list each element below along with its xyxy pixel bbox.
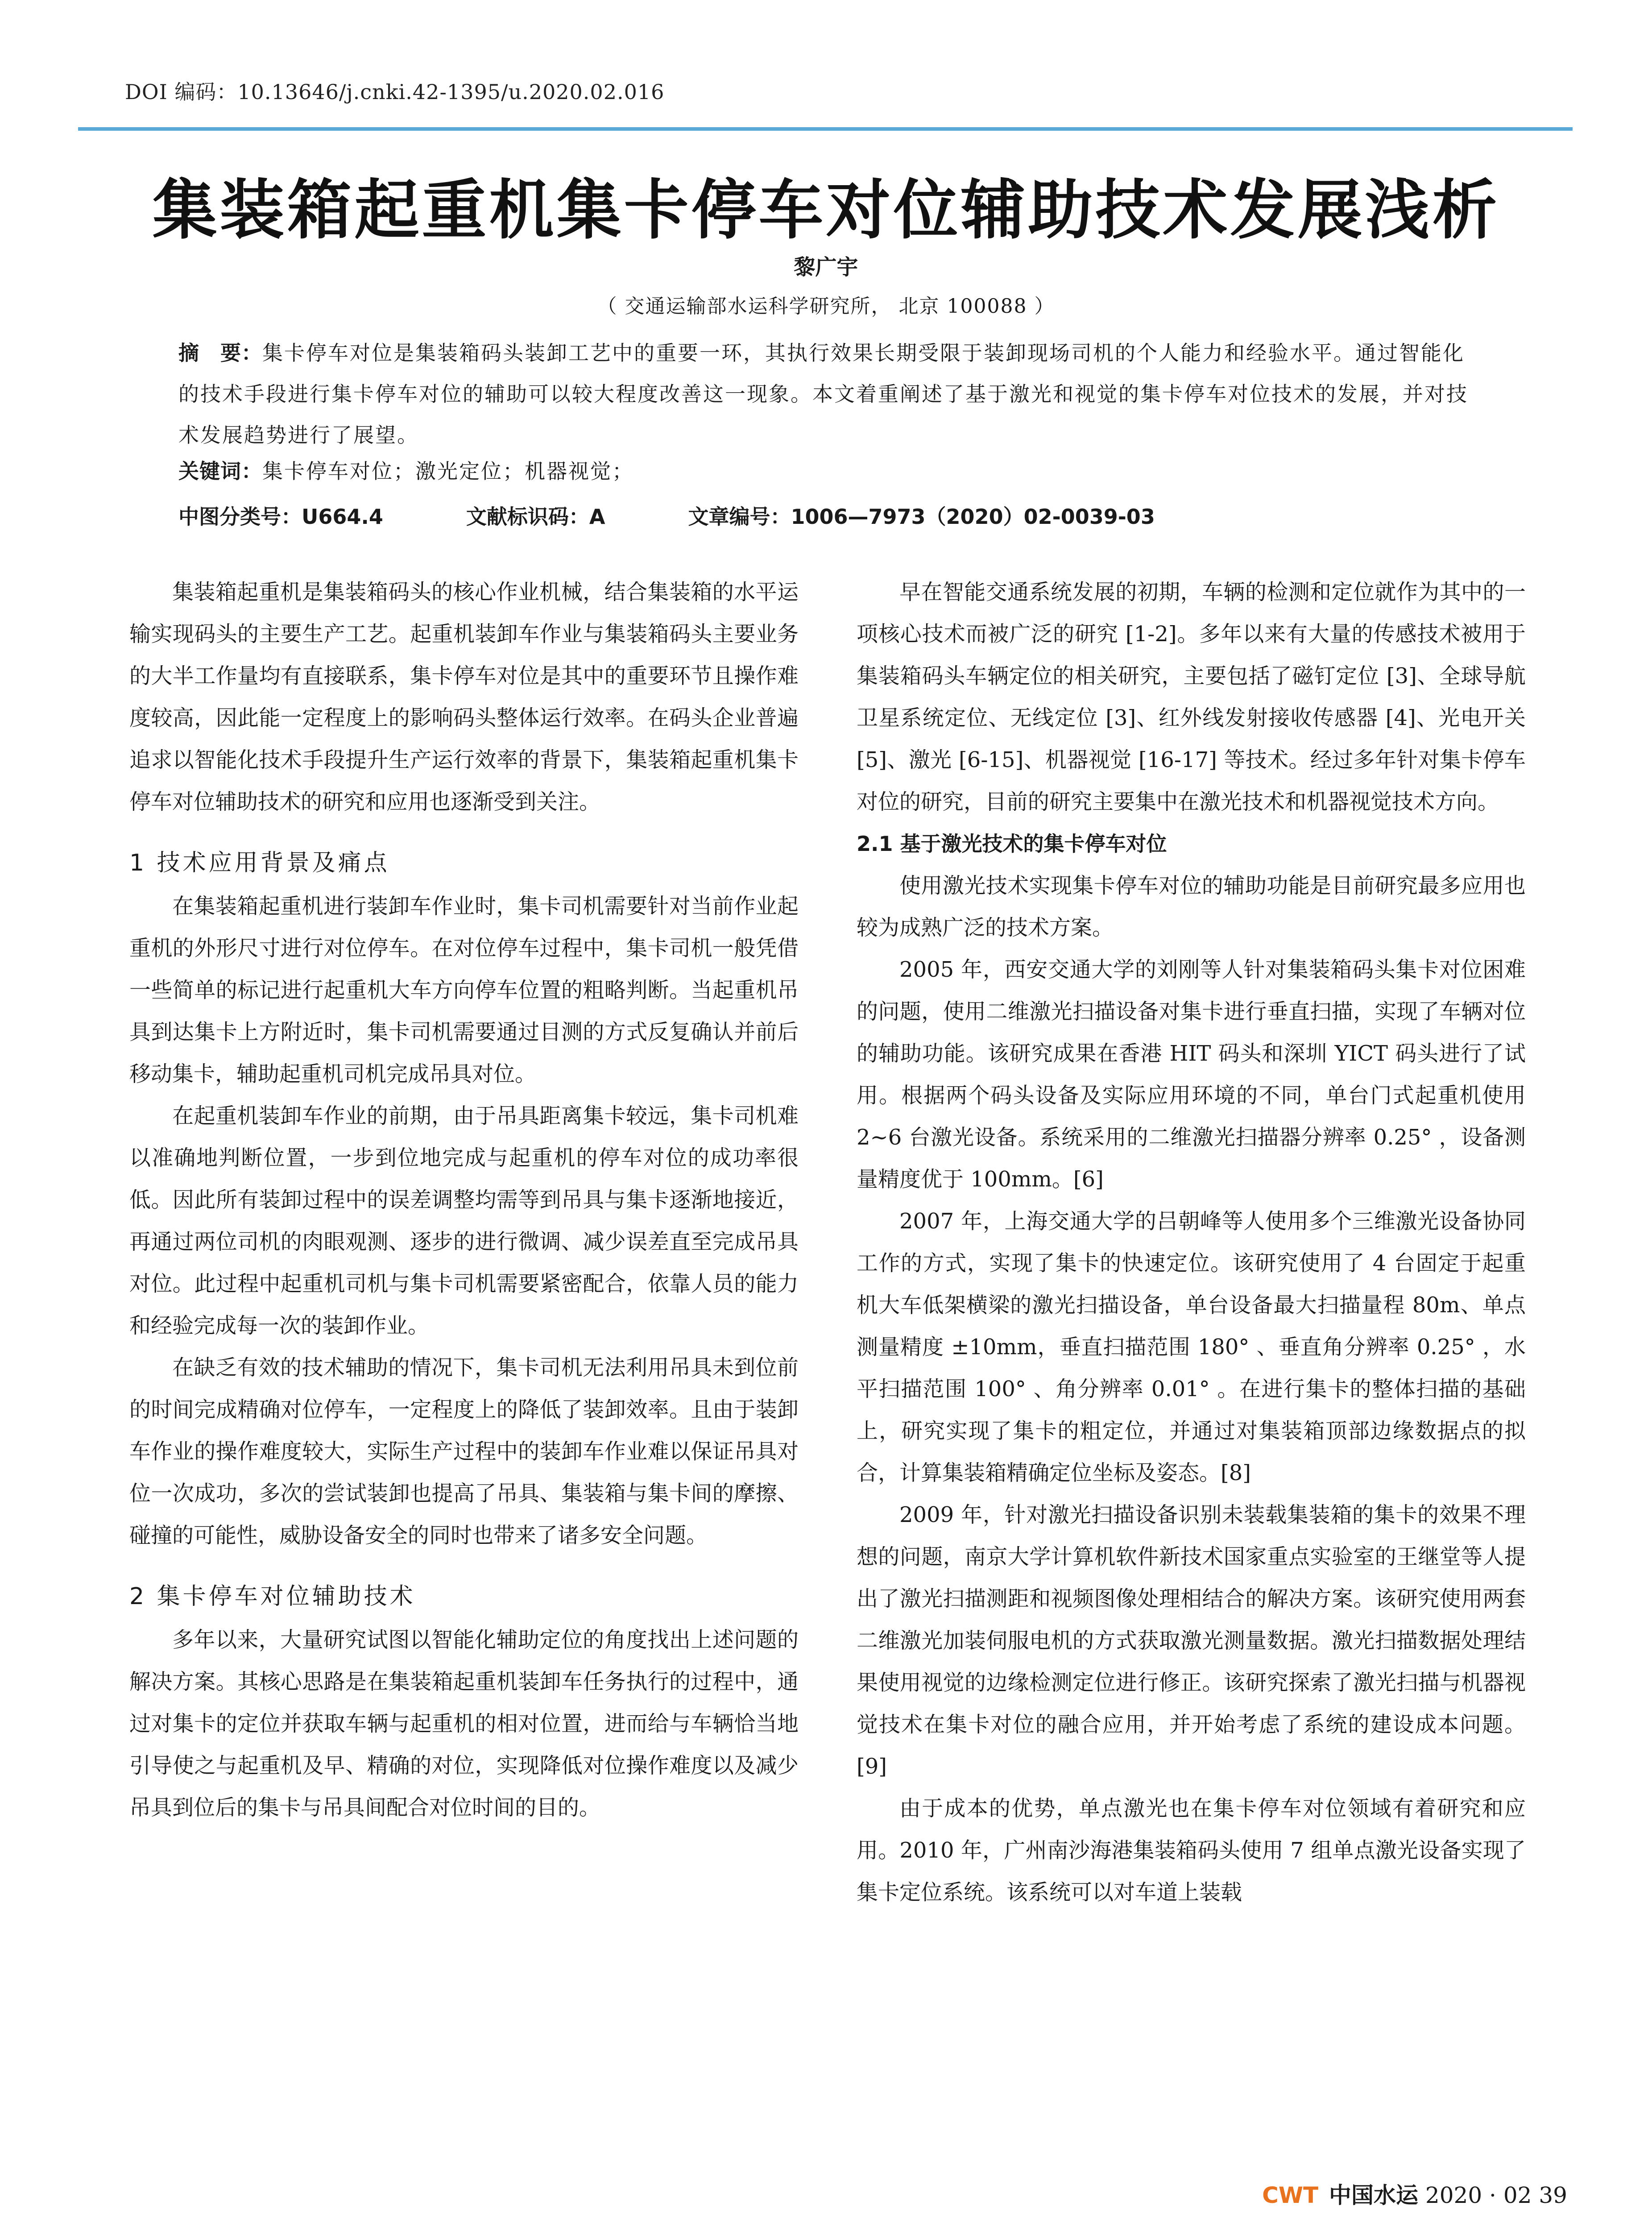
section-heading: 1 技术应用背景及痛点 xyxy=(129,850,390,876)
section-heading: 2 集卡停车对位辅助技术 xyxy=(129,1583,416,1610)
magazine-name: 中国水运 xyxy=(1329,2182,1418,2208)
author-name: 黎广宇 xyxy=(794,255,858,280)
left-column xyxy=(129,571,799,1829)
paragraph: 2005 年，西安交通大学的刘刚等人针对集装箱码头集卡对位困难的问题，使用二维激光扫描设备对集卡进行垂直扫描，实现了车辆对位的辅助功能。该研究成果在香港 HIT 码头和深圳 YICT 码头进行了试用。根据两个码头设备及实际应用环境的不同，单台门式起重机使用 2~6 台激光设备。系统采用的二维激光扫描器分辨率 0.25° ，设备测量精度优于 100mm。[6] xyxy=(857,957,1526,1192)
clc-number: 中图分类号：U664.4 xyxy=(178,505,383,529)
classification-line xyxy=(178,501,1472,530)
article-number: 文章编号：1006—7973（2020）02-0039-03 xyxy=(688,505,1155,529)
header-rule xyxy=(78,127,1573,131)
document-code: 文献标识码：A xyxy=(466,505,605,529)
paragraph: 在起重机装卸车作业的前期，由于吊具距离集卡较远，集卡司机难以准确地判断位置，一步到位地完成与起重机的停车对位的成功率很低。因此所有装卸过程中的误差调整均需等到吊具与集卡逐渐地接近，再通过两位司机的肉眼观测、逐步的进行微调、减少误差直至完成吊具对位。此过程中起重机司机与集卡司机需要紧密配合，依靠人员的能力和经验完成每一次的装卸作业。 xyxy=(129,1103,799,1338)
paragraph: 2007 年，上海交通大学的吕朝峰等人使用多个三维激光设备协同工作的方式，实现了集卡的快速定位。该研究使用了 4 台固定于起重机大车低架横梁的激光扫描设备，单台设备最大扫描量程 80m、单点测量精度 ±10mm，垂直扫描范围 180° 、垂直角分辨率 0.25° ，水平扫描范围 100° 、角分辨率 0.01° 。在进行集卡的整体扫描的基础上，研究实现了集卡的粗定位，并通过对集装箱顶部边缘数据点的拟合，计算集装箱精确定位坐标及姿态。[8] xyxy=(857,1209,1526,1485)
article-title: 集装箱起重机集卡停车对位辅助技术发展浅析 xyxy=(152,172,1500,248)
subsection-heading: 2.1 基于激光技术的集卡停车对位 xyxy=(857,832,1167,856)
keywords-label: 关键词： xyxy=(178,459,262,483)
paragraph: 2009 年，针对激光扫描设备识别未装载集装箱的集卡的效果不理想的问题，南京大学计算机软件新技术国家重点实验室的王继堂等人提出了激光扫描测距和视频图像处理相结合的解决方案。该研究使用两套二维激光加装伺服电机的方式获取激光测量数据。激光扫描数据处理结果使用视觉的边缘检测定位进行修正。该研究探索了激光扫描与机器视觉技术在集卡对位的融合应用，并开始考虑了系统的建设成本问题。[9] xyxy=(857,1502,1526,1779)
paragraph: 多年以来，大量研究试图以智能化辅助定位的角度找出上述问题的解决方案。其核心思路是在集装箱起重机装卸车任务执行的过程中，通过对集卡的定位并获取车辆与起重机的相对位置，进而给与车辆恰当地引导使之与起重机及早、精确的对位，实现降低对位操作难度以及减少吊具到位后的集卡与吊具间配合对位时间的目的。 xyxy=(129,1627,799,1820)
issue-number: 2020 · 02 xyxy=(1425,2182,1532,2208)
page-number: 39 xyxy=(1539,2182,1567,2208)
paragraph: 在缺乏有效的技术辅助的情况下，集卡司机无法利用吊具未到位前的时间完成精确对位停车，一定程度上的降低了装卸效率。且由于装卸车作业的操作难度较大，实际生产过程中的装卸车作业难以保证吊具对位一次成功，多次的尝试装卸也提高了吊具、集装箱与集卡间的摩擦、碰撞的可能性，威胁设备安全的同时也带来了诸多安全问题。 xyxy=(129,1355,799,1548)
doi-code: DOI 编码：10.13646/j.cnki.42-1395/u.2020.02.016 xyxy=(125,80,665,104)
paragraph: 集装箱起重机是集装箱码头的核心作业机械，结合集装箱的水平运输实现码头的主要生产工艺。起重机装卸车作业与集装箱码头主要业务的大半工作量均有直接联系，集卡停车对位是其中的重要环节且操作难度较高，因此能一定程度上的影响码头整体运行效率。在码头企业普遍追求以智能化技术手段提升生产运行效率的背景下，集装箱起重机集卡停车对位辅助技术的研究和应用也逐渐受到关注。 xyxy=(129,580,799,814)
abstract xyxy=(178,332,1472,456)
abstract-label: 摘 要： xyxy=(178,341,262,365)
page-footer xyxy=(1262,2177,1567,2210)
abstract-text: 集卡停车对位是集装箱码头装卸工艺中的重要一环，其执行效果长期受限于装卸现场司机的个人能力和经验水平。通过智能化的技术手段进行集卡停车对位的辅助可以较大程度改善这一现象。本文着重阐述了基于激光和视觉的集卡停车对位技术的发展，并对技术发展趋势进行了展望。 xyxy=(178,341,1468,447)
keywords xyxy=(178,455,1472,485)
right-column xyxy=(857,571,1526,1913)
paragraph: 在集装箱起重机进行装卸车作业时，集卡司机需要针对当前作业起重机的外形尺寸进行对位停车。在对位停车过程中，集卡司机一般凭借一些简单的标记进行起重机大车方向停车位置的粗略判断。当起重机吊具到达集卡上方附近时，集卡司机需要通过目测的方式反复确认并前后移动集卡，辅助起重机司机完成吊具对位。 xyxy=(129,894,799,1086)
author-affiliation: （ 交通运输部水运科学研究所， 北京 100088 ） xyxy=(597,295,1055,318)
paragraph: 由于成本的优势，单点激光也在集卡停车对位领域有着研究和应用。2010 年，广州南沙海港集装箱码头使用 7 组单点激光设备实现了集卡定位系统。该系统可以对车道上装载 xyxy=(857,1796,1526,1905)
keywords-text: 集卡停车对位；激光定位；机器视觉； xyxy=(262,459,634,483)
brand-logo: CWT xyxy=(1262,2182,1319,2208)
paragraph: 使用激光技术实现集卡停车对位的辅助功能是目前研究最多应用也较为成熟广泛的技术方案。 xyxy=(857,873,1526,940)
paragraph: 早在智能交通系统发展的初期，车辆的检测和定位就作为其中的一项核心技术而被广泛的研究 [1-2]。多年以来有大量的传感技术被用于集装箱码头车辆定位的相关研究，主要包括了磁钉定位 [3]、全球导航卫星系统定位、无线定位 [3]、红外线发射接收传感器 [4]、光电开关 [5]、激光 [6-15]、机器视觉 [16-17] 等技术。经过多年针对集卡停车对位的研究，目前的研究主要集中在激光技术和机器视觉技术方向。 xyxy=(857,580,1526,814)
